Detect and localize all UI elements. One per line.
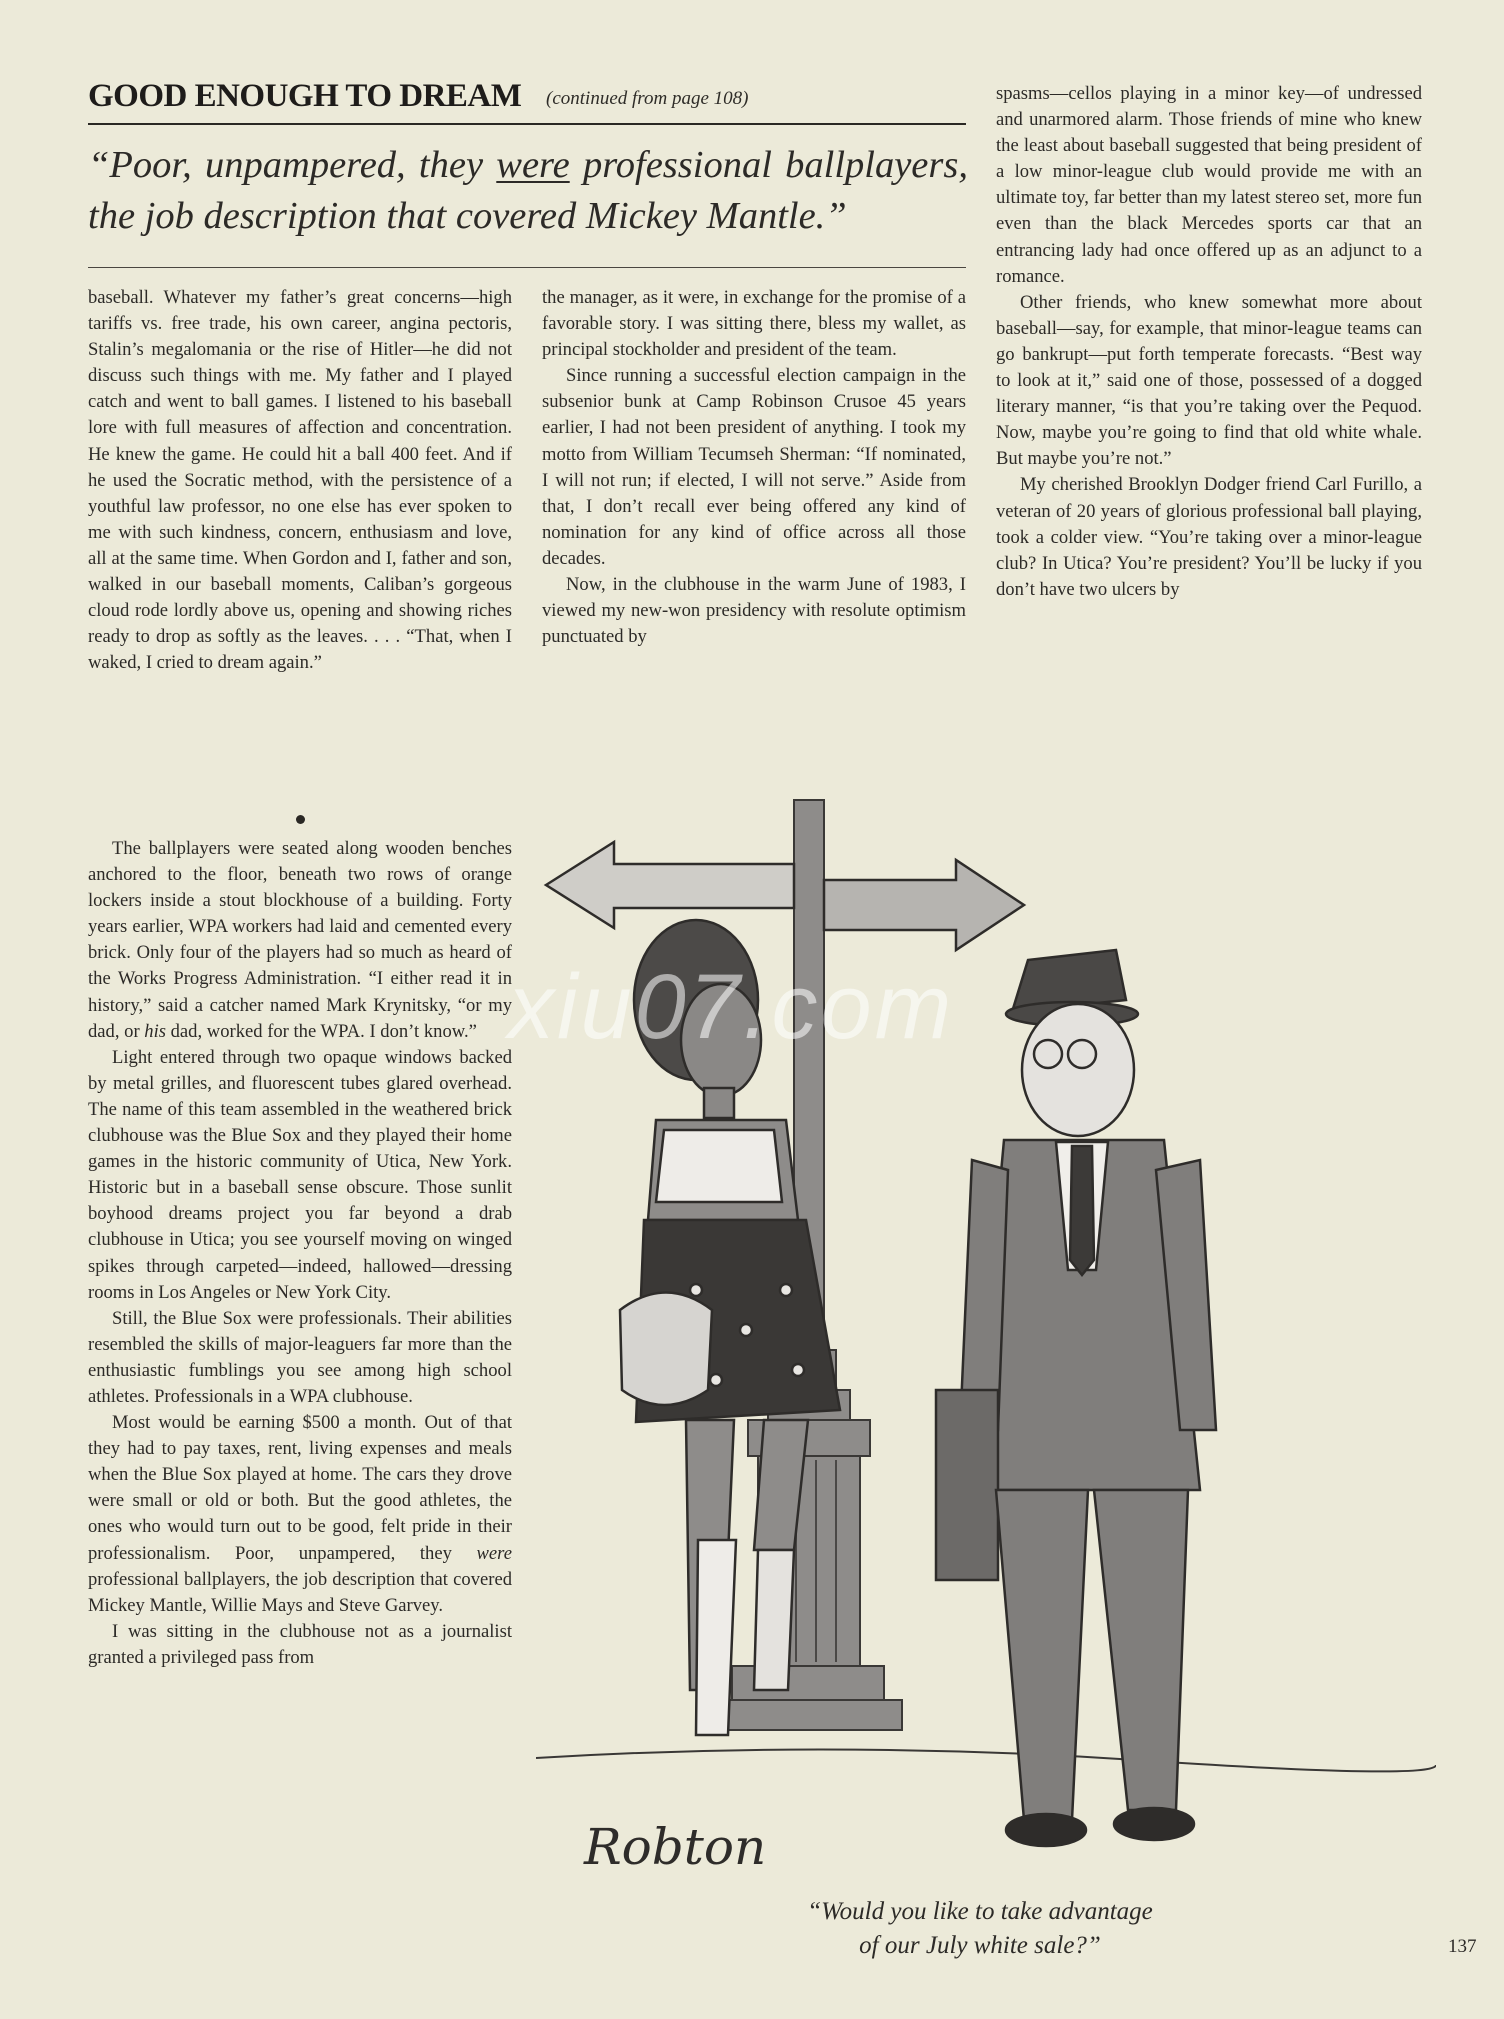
column-3 [996, 81, 1422, 603]
pull-quote-rule [88, 267, 966, 268]
paragraph: I was sitting in the clubhouse not as a journalist granted a privileged pass from [88, 1620, 512, 1668]
pull-quote [88, 140, 968, 242]
header-rule [88, 123, 966, 125]
cartoon-caption [700, 1895, 1260, 1963]
caption-line-1: “Would you like to take advantage [807, 1898, 1153, 1925]
paragraph [88, 1410, 512, 1619]
man-figure [936, 950, 1216, 1846]
pull-quote-text-1: “Poor, unpampered, they [88, 144, 497, 186]
paragraph: Since running a successful election campaign in the subsenior bunk at Camp Robinson Crusoe 45 years earlier, I had not been president of anything. I took my motto from William Tecumseh Sherman: “If nominated, I will not run; if elected, I will not serve.” Aside from that, I don’t recall ever being offered any kind of nomination for any kind of office across all those decades. [542, 365, 966, 569]
left-arrow-sign [546, 842, 794, 928]
paragraph: Still, the Blue Sox were professionals. Their abilities resembled the skills of major-leaguers far more than the enthusiastic fumblings you see among high school athletes. Professionals in a WPA clubhouse. [88, 1307, 512, 1407]
caption-line-2: of our July white sale?” [859, 1932, 1101, 1959]
article-title: GOOD ENOUGH TO DREAM [88, 78, 522, 114]
paragraph: Light entered through two opaque windows backed by metal grilles, and fluorescent tubes glared overhead. The name of this team assembled in the weathered brick clubhouse was the Blue Sox and they played their home games in the historic community of Utica, New York. Historic but in a baseball sense obscure. Those sunlit boyhood dreams project you far beyond a drab clubhouse in Utica; you see yourself moving on winged spikes through carpeted—indeed, hallowed—dressing rooms in Los Angeles or New York City. [88, 1046, 512, 1303]
column-1-bottom [88, 836, 512, 1671]
paragraph: Now, in the clubhouse in the warm June of 1983, I viewed my new-won presidency with resolute optimism punctuated by [542, 574, 966, 648]
paragraph: My cherished Brooklyn Dodger friend Carl Furillo, a veteran of 20 years of glorious professional ball playing, took a colder view. “You’re taking over a minor-league club? In Utica? You’re president? You’ll be lucky if you don’t have two ulcers by [996, 474, 1422, 600]
right-arrow-sign [824, 860, 1024, 950]
paragraph: spasms—cellos playing in a minor key—of undressed and unarmored alarm. Those friends of mine who knew the least about baseball suggested that being president of a low minor-league club would provide me with an ultimate toy, far better than my latest stereo set, more fun even than the black Mercedes sports car that an entrancing lady had once offered up as an adjunct to a romance. [996, 83, 1422, 287]
watermark: xiu07.com [508, 956, 955, 1058]
section-break-bullet [296, 815, 305, 824]
paragraph-text: Most would be earning $500 a month. Out of that they had to pay taxes, rent, living expenses and meals when the Blue Sox played at home. The cars they drove were small or old or both. But the good athletes, the ones who would turn out to be good, felt pride in their professionalism. Poor, unpampered, they [88, 1412, 512, 1564]
continued-note: (continued from page 108) [546, 88, 749, 109]
pull-quote-text-2: professional ballplayers, the job description that covered Mickey Mantle.” [88, 144, 968, 237]
pull-quote-underlined: were [496, 144, 570, 186]
paragraph-text: The ballplayers were seated along wooden benches anchored to the floor, beneath two rows of orange lockers inside a stout blockhouse of a building. Forty years earlier, WPA workers had laid and cemented every brick. Only four of the players had so much as heard of the Works Progress Administration. “I either read it in history,” said a catcher named Mark Krynitsky, “or my dad, or [88, 838, 512, 1042]
sidewalk-line [536, 1749, 1436, 1771]
emphasis: his [144, 1020, 166, 1042]
emphasis: were [476, 1542, 512, 1564]
paragraph: Other friends, who knew somewhat more about baseball—say, for example, that minor-league teams can go bankrupt—put forth temperate forecasts. “Best way to look at it,” said one of those, possessed of a dogged literary manner, “is that you’re taking over the Pequod. Now, maybe you’re going to find that old white whale. But maybe you’re not.” [996, 291, 1422, 470]
column-2 [542, 285, 966, 650]
column-1-top [88, 285, 512, 676]
paragraph: the manager, as it were, in exchange for the promise of a favorable story. I was sitting there, bless my wallet, as principal stockholder and president of the team. [542, 287, 966, 361]
article-header [88, 78, 966, 122]
paragraph [88, 836, 512, 1045]
paragraph-text: professional ballplayers, the job description that covered Mickey Mantle, Willie Mays and Steve Garvey. [88, 1568, 512, 1616]
paragraph: baseball. Whatever my father’s great concerns—high tariffs vs. free trade, his own career, angina pectoris, Stalin’s megalomania or the rise of Hitler—he did not discuss such things with me. My father and I played catch and went to ball games. I listened to his baseball lore with full measures of affection and concentration. He knew the game. He could hit a ball 400 feet. And if he used the Socratic method, with the persistence of a youthful law professor, no one else has ever spoken to me with such kindness, concern, enthusiasm and love, all at the same time. When Gordon and I, father and son, walked in our baseball moments, Caliban’s gorgeous cloud rode lordly above us, opening and showing riches ready to drop as softly as the leaves. . . . “That, when I waked, I cried to dream again.” [88, 287, 512, 674]
paragraph-text: dad, worked for the WPA. I don’t know.” [165, 1020, 477, 1042]
page-number: 137 [1448, 1936, 1477, 1957]
cartoon-signature: Robton [584, 1818, 767, 1876]
